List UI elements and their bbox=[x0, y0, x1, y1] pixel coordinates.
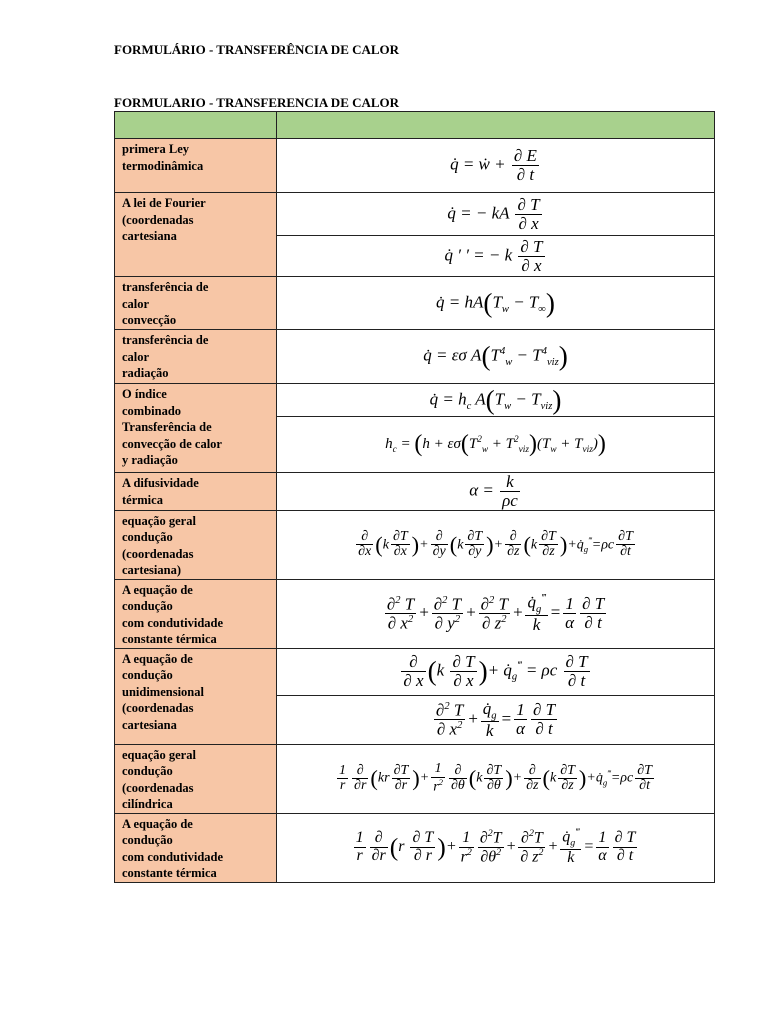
row-label: A equação de condução com condutividade constante térmica bbox=[115, 813, 277, 882]
row-label: A equação de condução com condutividade constante térmica bbox=[115, 579, 277, 648]
header-cell-label bbox=[115, 112, 277, 139]
table-row bbox=[115, 648, 715, 695]
formula-first-law: q̇ = ẇ + $\frac{\partial E}{\partial t}$ bbox=[277, 139, 715, 193]
row-label: equação geral condução (coordenadas cilíndrica bbox=[115, 744, 277, 813]
formula-fourier: q̇ = − kA $\frac{\partial T}{\partial x}$ bbox=[277, 193, 715, 236]
formula-table bbox=[114, 111, 715, 883]
row-label: A equação de condução unidimensional (coordenadas cartesiana bbox=[115, 648, 277, 744]
table-row bbox=[115, 139, 715, 193]
header-cell-formula bbox=[277, 112, 715, 139]
formula-general-cartesian: $\frac{\partial}{\partial x}$ (k $\frac{\partial T}{\partial x}$ )+ $\frac{\partial}{\partial y}$ (k $\frac{\partial T}{\partial y}$ )+ $\frac{\partial}{\partial z}$ (k $\frac{\partial T}{\partial z}$ )$+q̇_g^‴=\rho c$ $\frac{\partial T}{\partial t}$ bbox=[277, 510, 715, 579]
row-label: A difusividade térmica bbox=[115, 473, 277, 511]
formula-one-dimensional: $\frac{\partial}{\partial x}$ (k $\frac{\partial T}{\partial x}$ )+ $q̇_g^‴ = \rho c$ $\frac{\partial T}{\partial t}$ bbox=[277, 648, 715, 695]
table-row bbox=[115, 330, 715, 384]
formula-combined: q̇ = $h_c$ $A(T_w - T_{viz})$ bbox=[277, 384, 715, 417]
table-row bbox=[115, 744, 715, 813]
formula-combined-coefficient: $h_c = (h + \varepsilon\sigma(T^2_w + T^2_{viz})(T_w + T_{viz}))$ bbox=[277, 417, 715, 473]
table-row bbox=[115, 473, 715, 511]
table-row bbox=[115, 384, 715, 417]
table-row bbox=[115, 277, 715, 330]
table-row bbox=[115, 510, 715, 579]
row-label: transferência de calor radiação bbox=[115, 330, 277, 384]
row-label: primera Ley termodinâmica bbox=[115, 139, 277, 193]
table-row bbox=[115, 579, 715, 648]
table-title: FORMULARIO - TRANSFERENCIA DE CALOR bbox=[114, 95, 400, 110]
formula-fourier-flux: q̇ ′ ′ = − k $\frac{\partial T}{\partial x}$ bbox=[277, 236, 715, 277]
row-label: equação geral condução (coordenadas cartesiana) bbox=[115, 510, 277, 579]
row-label: A lei de Fourier (coordenadas cartesiana bbox=[115, 193, 277, 277]
formula-constant-conductivity: $\frac{\partial^2 T}{\partial x^2}$ + $\frac{\partial^2 T}{\partial y^2}$ + $\frac{\partial^2 T}{\partial z^2}$ + $\frac{q̇_g^‴}{k}$ = $\frac{1}{\alpha}$ $\frac{\partial T}{\partial t}$ bbox=[277, 579, 715, 648]
table-row bbox=[115, 193, 715, 236]
formula-cylindrical-constant: $\frac{1}{r}$ $\frac{\partial}{\partial r}$ (r $\frac{\partial T}{\partial r}$ )+ $\frac{1}{r^2}$ $\frac{\partial^2T}{\partial\theta^2}$ + $\frac{\partial^2T}{\partial z^2}$ + $\frac{q̇_g^‴}{k}$ = $\frac{1}{\alpha}$ $\frac{\partial T}{\partial t}$ bbox=[277, 813, 715, 882]
document-title: FORMULÁRIO - TRANSFERÊNCIA DE CALOR bbox=[114, 42, 400, 57]
table-header-row bbox=[115, 112, 715, 139]
formula-one-dimensional-constant: $\frac{\partial^2 T}{\partial x^2}$ + $\frac{q̇_g}{k}$ = $\frac{1}{\alpha}$ $\frac{\partial T}{\partial t}$ bbox=[277, 695, 715, 744]
formula-diffusivity: α = $\frac{k}{\rho c}$ bbox=[277, 473, 715, 511]
row-label: O índice combinado Transferência de convecção de calor y radiação bbox=[115, 384, 277, 473]
table-row bbox=[115, 813, 715, 882]
formula-cylindrical: $\frac{1}{r}$ $\frac{\partial}{\partial r}$ (kr $\frac{\partial T}{\partial r}$ )+ $\frac{1}{r^2}$ $\frac{\partial}{\partial\theta}$ (k $\frac{\partial T}{\partial\theta}$ )+ $\frac{\partial}{\partial z}$ (k $\frac{\partial T}{\partial z}$ )$+q̇_g^‴=\rho c$ $\frac{\partial T}{\partial t}$ bbox=[277, 744, 715, 813]
formula-radiation: q̇ = εσ $A(T^4_w - T^4_{viz})$ bbox=[277, 330, 715, 384]
row-label: transferência de calor convecção bbox=[115, 277, 277, 330]
formula-convection: q̇ = $hA(T_w - T_\infty)$ bbox=[277, 277, 715, 330]
